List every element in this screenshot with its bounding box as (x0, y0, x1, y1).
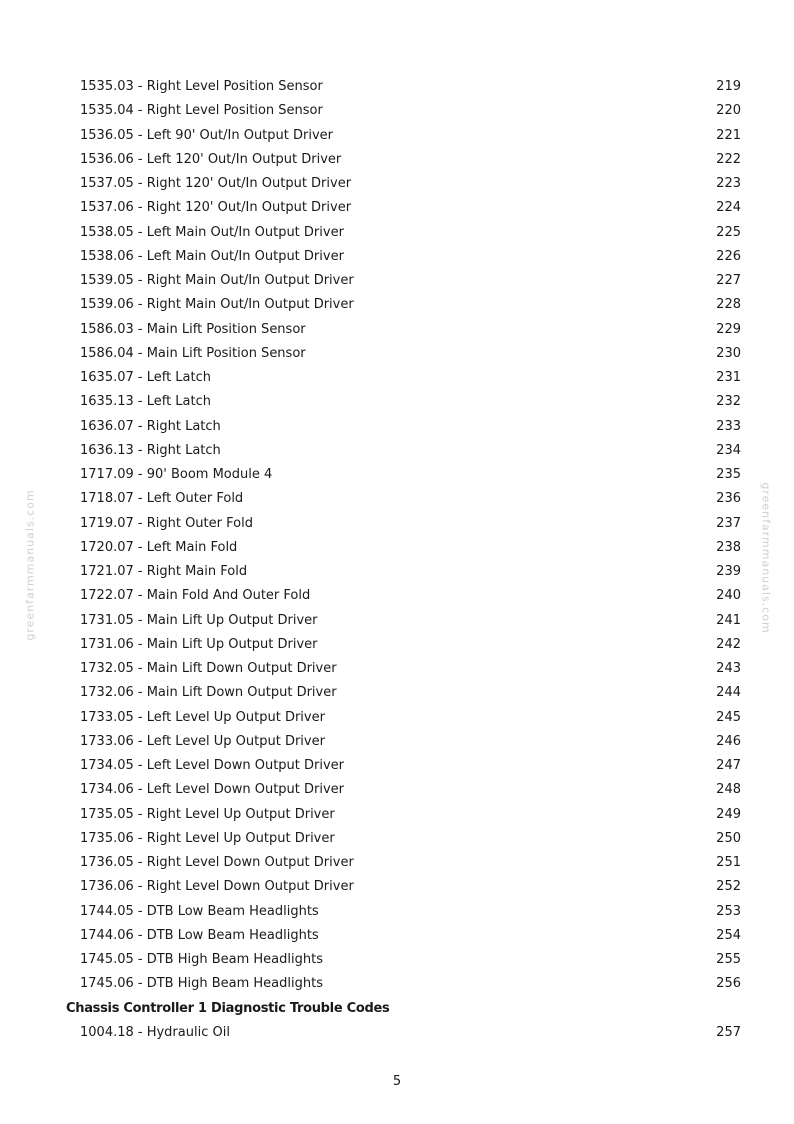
toc-entry (0, 390, 794, 414)
table-of-contents (0, 75, 794, 1045)
toc-entry (0, 439, 794, 463)
toc-entry (0, 657, 794, 681)
toc-entry-page: 238 (716, 539, 741, 555)
toc-entry-label: 1538.06 - Left Main Out/In Output Driver (80, 248, 344, 264)
toc-entry-label: 1745.05 - DTB High Beam Headlights (80, 952, 323, 967)
toc-entry (0, 803, 794, 827)
toc-entry-page: 229 (716, 321, 741, 337)
toc-entry-label: 1733.05 - Left Level Up Output Driver (80, 709, 325, 725)
toc-entry (0, 148, 794, 172)
toc-entry-page: 230 (716, 345, 741, 361)
toc-entry-label: 1744.05 - DTB Low Beam Headlights (80, 903, 319, 919)
toc-entry-page: 237 (716, 515, 741, 531)
toc-entry-label: 1732.06 - Main Lift Down Output Driver (80, 685, 337, 701)
toc-entry-page: 227 (716, 273, 741, 288)
toc-entry-page: 254 (716, 927, 741, 943)
toc-entry-label: 1537.05 - Right 120' Out/In Output Driver (80, 176, 352, 191)
toc-entry-label: 1535.04 - Right Level Position Sensor (80, 103, 323, 119)
section-title: Chassis Controller 1 Diagnostic Trouble Codes (66, 1000, 390, 1016)
toc-entry-page: 233 (716, 418, 741, 434)
toc-entry (0, 75, 794, 99)
toc-entry-page: 241 (716, 612, 741, 628)
toc-entry (0, 924, 794, 948)
toc-entry-label: 1721.07 - Right Main Fold (80, 564, 248, 579)
toc-entry-page: 223 (716, 176, 741, 191)
toc-entry (0, 342, 794, 366)
toc-entry-page: 231 (716, 370, 741, 385)
toc-entry-label: 1537.06 - Right 120' Out/In Output Driver (80, 200, 352, 216)
toc-entry-label: 1636.07 - Right Latch (80, 418, 221, 434)
toc-entry-label: 1586.04 - Main Lift Position Sensor (80, 345, 306, 361)
toc-entry (0, 99, 794, 123)
toc-entry-label: 1722.07 - Main Fold And Outer Fold (80, 588, 311, 604)
toc-entry-label: 1636.13 - Right Latch (80, 442, 221, 458)
toc-entry-page: 240 (716, 588, 741, 604)
toc-entry-label: 1731.05 - Main Lift Up Output Driver (80, 612, 318, 628)
toc-entry-page: 228 (716, 297, 741, 313)
toc-entry-label: 1745.06 - DTB High Beam Headlights (80, 976, 323, 992)
toc-entry (0, 560, 794, 584)
toc-entry-label: 1718.07 - Left Outer Fold (80, 491, 244, 507)
toc-entry (0, 366, 794, 390)
toc-entry-page: 256 (716, 976, 741, 992)
toc-entry-label: 1635.07 - Left Latch (80, 370, 211, 385)
toc-entry-page: 247 (716, 758, 741, 773)
toc-entry-page: 245 (716, 709, 741, 725)
toc-entry (0, 584, 794, 608)
toc-entry (0, 536, 794, 560)
toc-entry-label: 1635.13 - Left Latch (80, 394, 211, 410)
toc-entry-page: 236 (716, 491, 741, 507)
toc-entry (0, 754, 794, 778)
toc-entry (0, 415, 794, 439)
toc-entry-label: 1004.18 - Hydraulic Oil (80, 1024, 230, 1040)
toc-entry-page: 226 (716, 248, 741, 264)
toc-entry (0, 681, 794, 705)
toc-entry (0, 875, 794, 899)
toc-entry-page: 244 (716, 685, 741, 701)
toc-entry (0, 1021, 794, 1045)
toc-entry (0, 245, 794, 269)
toc-entry-page: 248 (716, 782, 741, 798)
page-number: 5 (392, 1074, 402, 1089)
toc-entry-page: 243 (716, 661, 741, 676)
toc-entry-page: 249 (716, 806, 741, 822)
toc-entry-label: 1717.09 - 90' Boom Module 4 (80, 467, 273, 482)
toc-entry (0, 318, 794, 342)
toc-entry-page: 246 (716, 733, 741, 749)
toc-entry (0, 487, 794, 511)
toc-entry (0, 196, 794, 220)
toc-entry-label: 1535.03 - Right Level Position Sensor (80, 79, 323, 94)
toc-entry-label: 1720.07 - Left Main Fold (80, 539, 238, 555)
watermark-right: greenfarmmanuals.com (759, 482, 773, 634)
toc-entry-label: 1734.05 - Left Level Down Output Driver (80, 758, 345, 773)
toc-entry-page: 225 (716, 224, 741, 240)
toc-entry (0, 827, 794, 851)
toc-entry-label: 1744.06 - DTB Low Beam Headlights (80, 927, 319, 943)
toc-entry-page: 221 (716, 127, 741, 143)
toc-entry-label: 1719.07 - Right Outer Fold (80, 515, 253, 531)
toc-entry (0, 609, 794, 633)
toc-entry-label: 1734.06 - Left Level Down Output Driver (80, 782, 345, 798)
toc-entry-page: 234 (716, 442, 741, 458)
toc-entry-page: 224 (716, 200, 741, 216)
toc-entry-label: 1536.05 - Left 90' Out/In Output Driver (80, 127, 333, 143)
toc-entry (0, 706, 794, 730)
toc-entry-label: 1732.05 - Main Lift Down Output Driver (80, 661, 337, 676)
toc-entry (0, 900, 794, 924)
toc-entry (0, 269, 794, 293)
toc-entry-page: 219 (716, 79, 741, 94)
toc-entry-page: 255 (716, 952, 741, 967)
toc-entry-page: 251 (716, 855, 741, 870)
toc-entry-label: 1539.05 - Right Main Out/In Output Driver (80, 273, 354, 288)
toc-entry (0, 730, 794, 754)
toc-entry (0, 972, 794, 996)
toc-entry-page: 257 (716, 1024, 741, 1040)
toc-entry-page: 220 (716, 103, 741, 119)
toc-entry-label: 1735.05 - Right Level Up Output Driver (80, 806, 335, 822)
toc-entry-page: 253 (716, 903, 741, 919)
toc-entry-label: 1735.06 - Right Level Up Output Driver (80, 830, 335, 846)
toc-entry-label: 1733.06 - Left Level Up Output Driver (80, 733, 325, 749)
toc-entry (0, 293, 794, 317)
toc-entry-page: 235 (716, 467, 741, 482)
toc-entry-page: 250 (716, 830, 741, 846)
toc-entry (0, 512, 794, 536)
toc-section-heading (0, 997, 794, 1021)
toc-entry (0, 633, 794, 657)
toc-entry (0, 124, 794, 148)
toc-entry (0, 172, 794, 196)
toc-entry (0, 778, 794, 802)
toc-entry-label: 1538.05 - Left Main Out/In Output Driver (80, 224, 344, 240)
watermark-left: greenfarmmanuals.com (23, 489, 37, 641)
toc-entry-label: 1539.06 - Right Main Out/In Output Driver (80, 297, 354, 313)
toc-entry-label: 1736.06 - Right Level Down Output Driver (80, 879, 354, 895)
toc-entry-label: 1736.05 - Right Level Down Output Driver (80, 855, 354, 870)
toc-entry-label: 1536.06 - Left 120' Out/In Output Driver (80, 151, 342, 167)
toc-entry-page: 242 (716, 636, 741, 652)
toc-entry-page: 239 (716, 564, 741, 579)
toc-entry (0, 221, 794, 245)
toc-entry-page: 252 (716, 879, 741, 895)
toc-entry-label: 1586.03 - Main Lift Position Sensor (80, 321, 306, 337)
toc-entry-label: 1731.06 - Main Lift Up Output Driver (80, 636, 318, 652)
toc-entry (0, 851, 794, 875)
toc-entry-page: 232 (716, 394, 741, 410)
toc-entry (0, 948, 794, 972)
toc-entry-page: 222 (716, 151, 741, 167)
toc-entry (0, 463, 794, 487)
